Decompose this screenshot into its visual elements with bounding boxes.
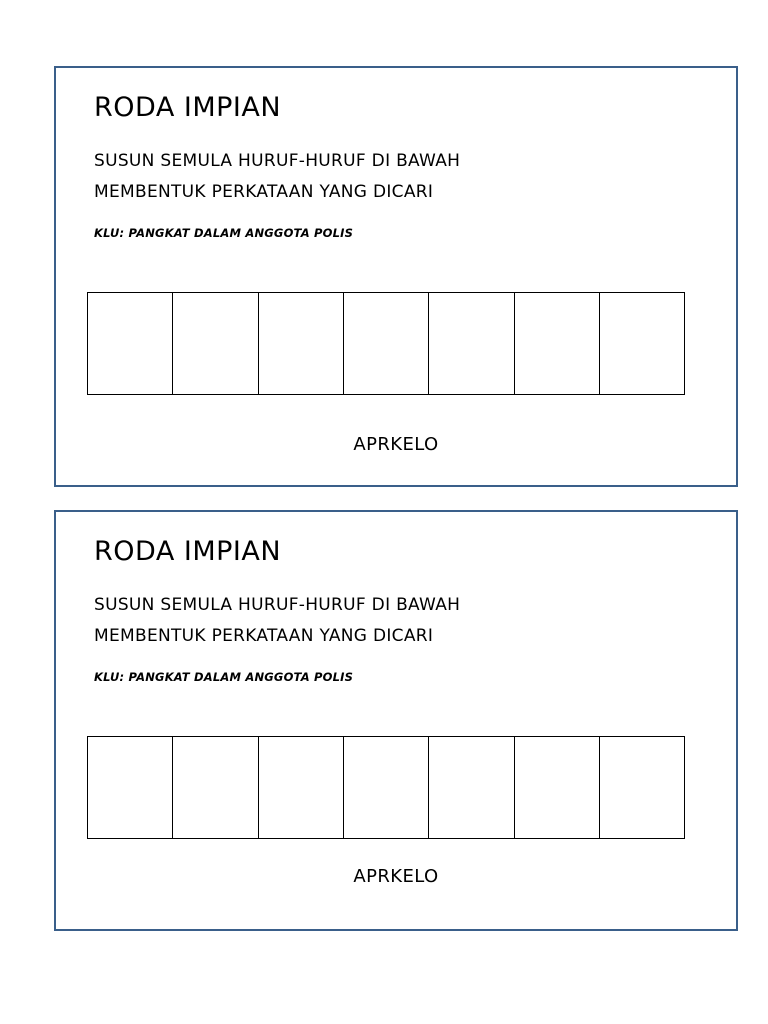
puzzle-card bbox=[54, 510, 738, 931]
puzzle-title: RODA IMPIAN bbox=[94, 536, 282, 567]
answer-box[interactable] bbox=[515, 736, 600, 839]
answer-box[interactable] bbox=[429, 736, 515, 839]
answer-box[interactable] bbox=[259, 736, 344, 839]
clue-text: KLU: PANGKAT DALAM ANGGOTA POLIS bbox=[94, 226, 354, 240]
answer-box[interactable] bbox=[344, 736, 429, 839]
answer-box[interactable] bbox=[344, 292, 429, 395]
answer-box[interactable] bbox=[429, 292, 515, 395]
answer-boxes bbox=[87, 736, 685, 839]
instruction-line-1: SUSUN SEMULA HURUF-HURUF DI BAWAH bbox=[94, 595, 461, 615]
clue-text: KLU: PANGKAT DALAM ANGGOTA POLIS bbox=[94, 670, 354, 684]
instruction-line-1: SUSUN SEMULA HURUF-HURUF DI BAWAH bbox=[94, 151, 461, 171]
scrambled-letters: APRKELO bbox=[353, 866, 439, 887]
puzzle-title: RODA IMPIAN bbox=[94, 92, 282, 123]
scrambled-letters: APRKELO bbox=[353, 434, 439, 455]
answer-box[interactable] bbox=[600, 736, 685, 839]
instruction-line-2: MEMBENTUK PERKATAAN YANG DICARI bbox=[94, 182, 434, 202]
answer-box[interactable] bbox=[88, 292, 173, 395]
answer-box[interactable] bbox=[173, 736, 259, 839]
answer-box[interactable] bbox=[88, 736, 173, 839]
answer-box[interactable] bbox=[515, 292, 600, 395]
instruction-line-2: MEMBENTUK PERKATAAN YANG DICARI bbox=[94, 626, 434, 646]
answer-box[interactable] bbox=[600, 292, 685, 395]
answer-box[interactable] bbox=[173, 292, 259, 395]
answer-box[interactable] bbox=[259, 292, 344, 395]
puzzle-card bbox=[54, 66, 738, 487]
answer-boxes bbox=[87, 292, 685, 395]
